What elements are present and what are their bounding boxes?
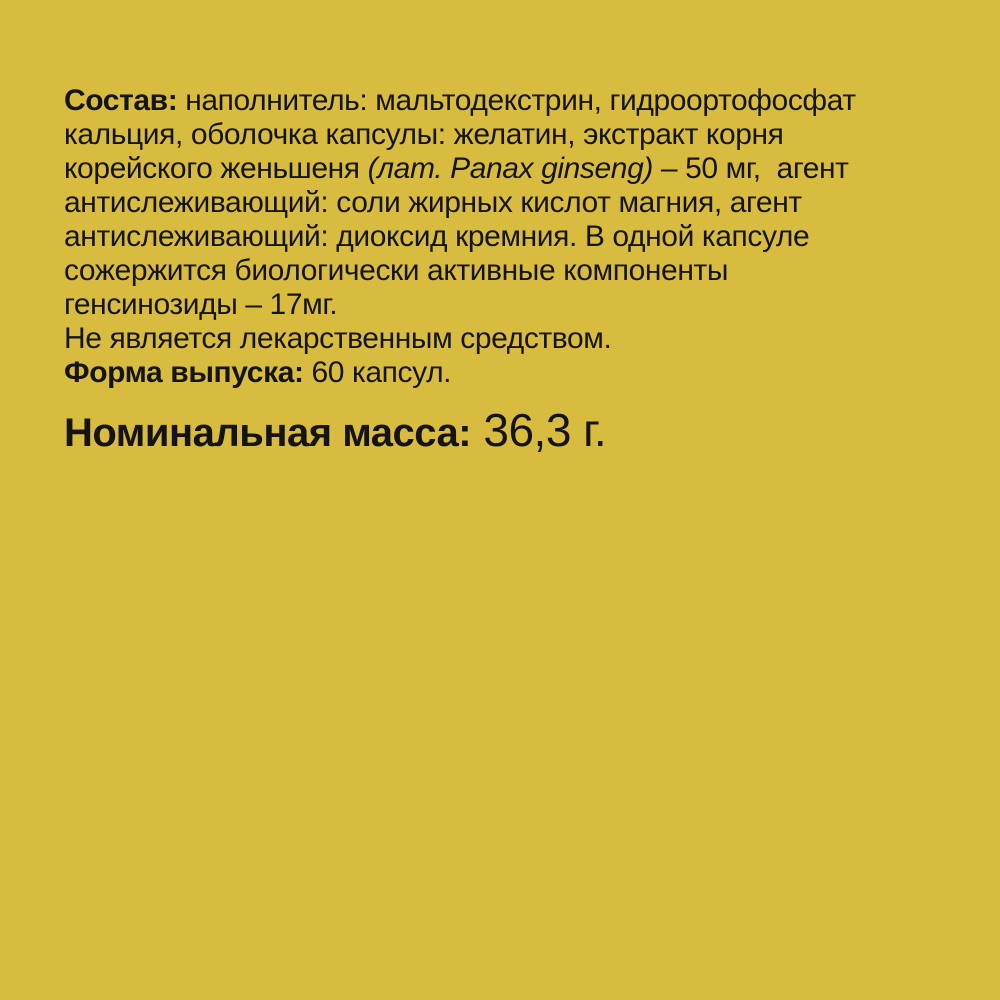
composition-line-5: антислеживающий: диоксид кремния. В одной капсуле <box>64 220 810 253</box>
composition-line-3-post: – 50 мг, агент <box>652 152 849 185</box>
composition-heading: Состав: <box>64 84 178 117</box>
nominal-mass-line <box>64 404 964 468</box>
composition-line-1-text: наполнитель: мальтодекстрин, гидроортофосфат <box>177 84 856 117</box>
release-form-value: 60 капсул. <box>303 356 452 389</box>
nominal-mass-heading: Номинальная масса: <box>64 411 472 455</box>
composition-line-6: сожержится биологически активные компоненты <box>64 254 729 287</box>
composition-line-1 <box>64 84 964 118</box>
label-text-block <box>64 84 964 468</box>
composition-line-3-pre: корейского женьшеня <box>64 152 368 185</box>
disclaimer-text: Не является лекарственным средством. <box>64 322 612 355</box>
composition-line-2: кальция, оболочка капсулы: желатин, экстракт корня <box>64 118 784 151</box>
composition-line-7: генсинозиды – 17мг. <box>64 288 338 321</box>
composition-line-3 <box>64 152 964 186</box>
release-form-heading: Форма выпуска: <box>64 356 304 389</box>
release-form-line <box>64 356 964 390</box>
composition-line-4: антислеживающий: соли жирных кислот магния, агент <box>64 186 802 219</box>
latin-species-name: (лат. Panax ginseng) <box>367 152 653 185</box>
nominal-mass-value: 36,3 г. <box>471 404 607 456</box>
